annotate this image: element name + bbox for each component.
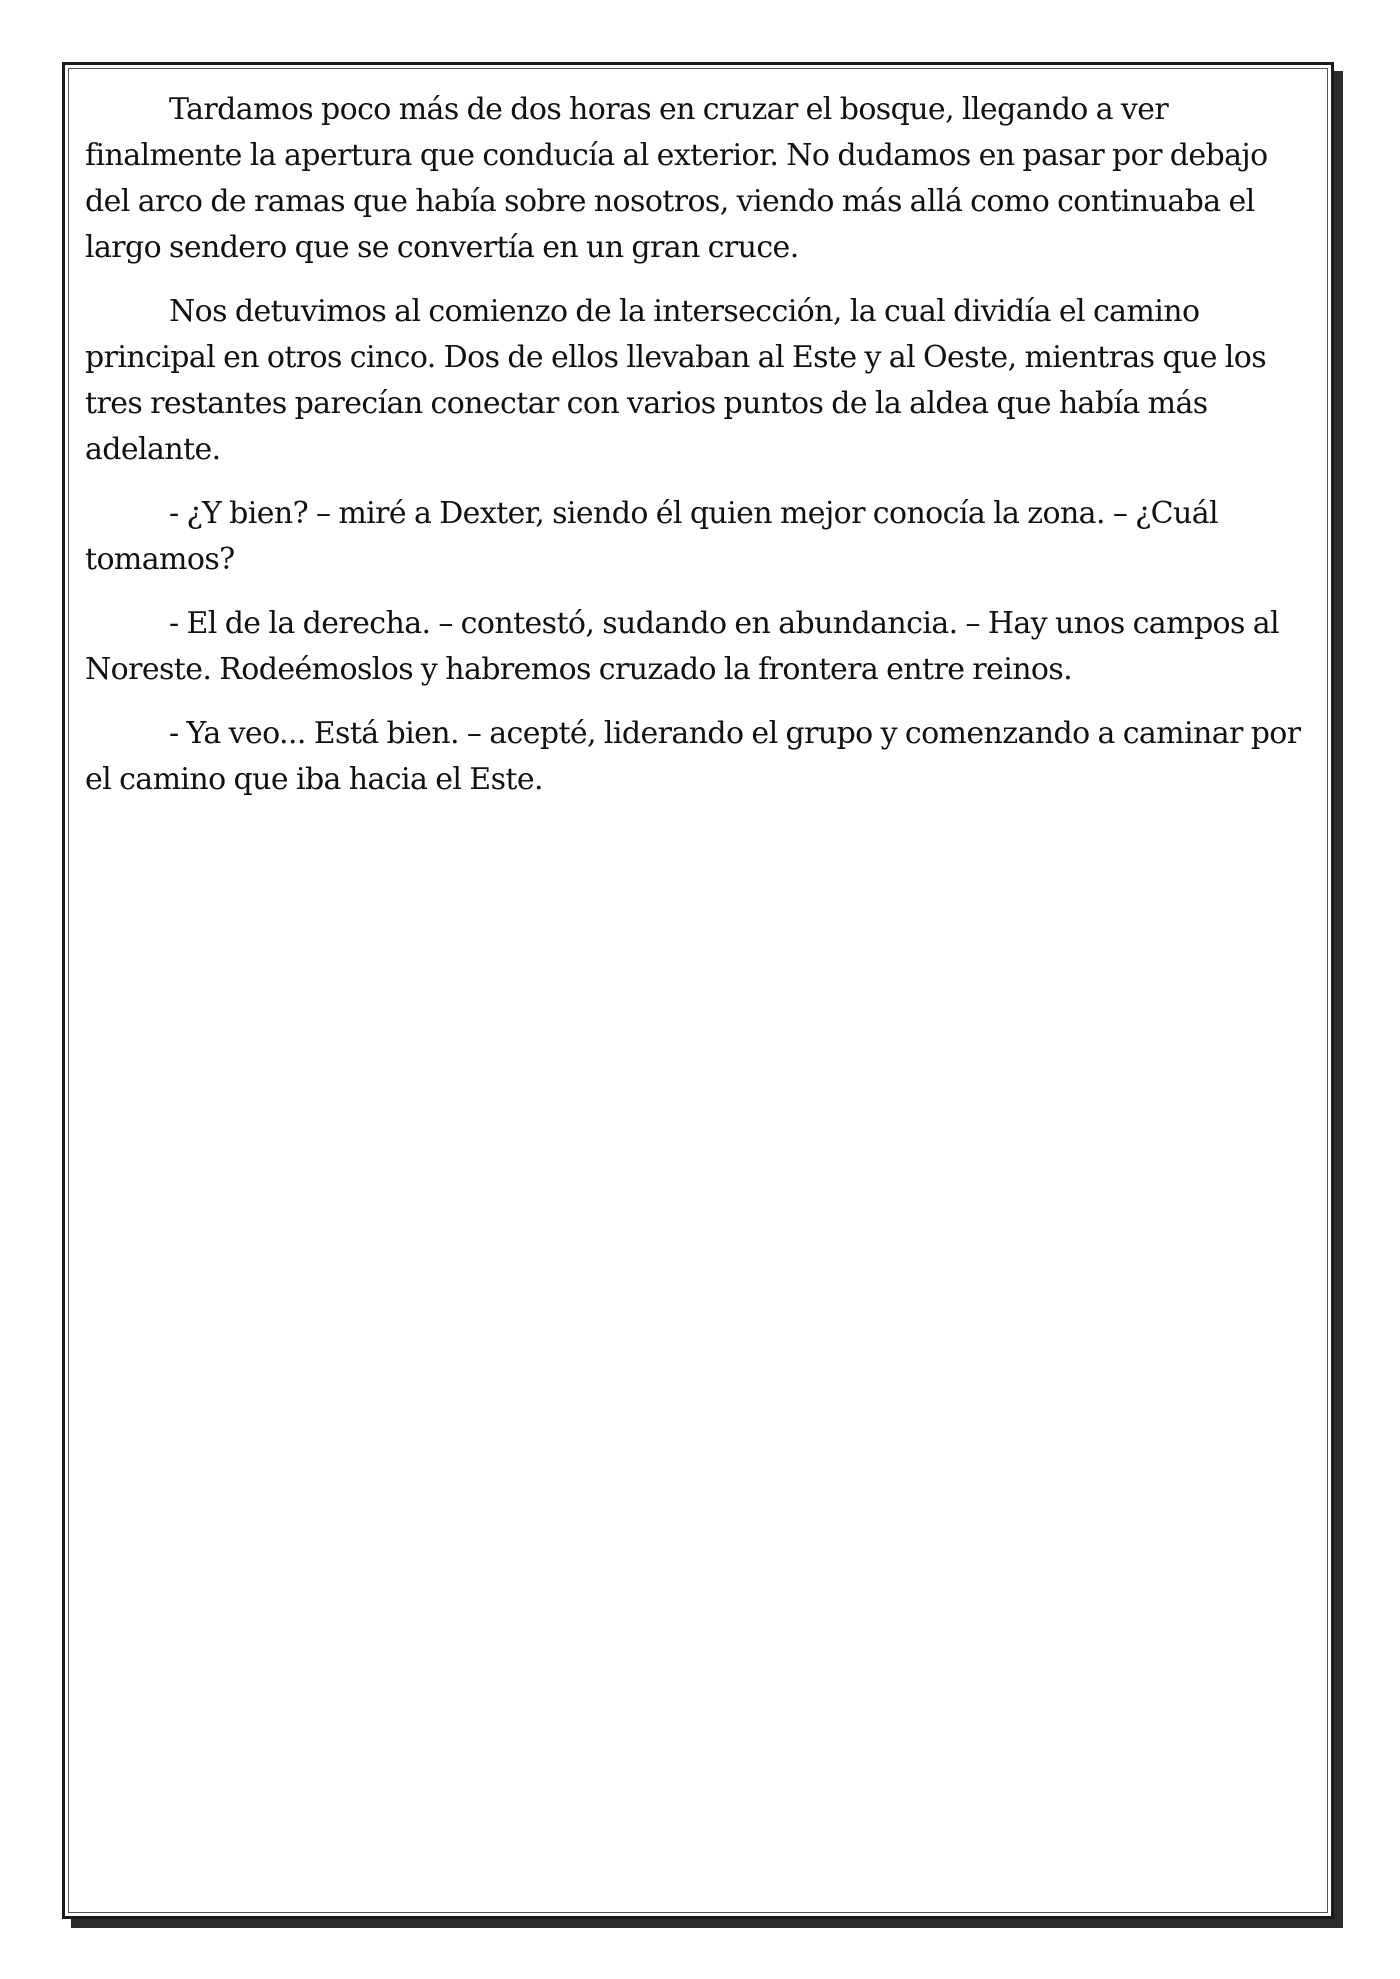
paragraph-1: Tardamos poco más de dos horas en cruzar el bosque, llegando a ver finalmente la apertura que conducía al exterior. No dudamos en pasar por debajo del arco de ramas que había sobre nosotros, viendo más allá como continuaba el largo sendero que se convertía en un gran cruce. [85, 92, 1268, 265]
page-frame [62, 62, 1334, 1919]
paragraph-2: Nos detuvimos al comienzo de la intersección, la cual dividía el camino principal en otros cinco. Dos de ellos llevaban al Este y al Oeste, mientras que los tres restantes parecían conectar con varios puntos de la aldea que había más adelante. [85, 294, 1267, 467]
paragraph-5-dialogue: - Ya veo... Está bien. – acepté, liderando el grupo y comenzando a caminar por el camino que iba hacia el Este. [85, 716, 1301, 797]
text-body [85, 87, 1313, 821]
paragraph-4-dialogue: - El de la derecha. – contestó, sudando en abundancia. – Hay unos campos al Noreste. Rodeémoslos y habremos cruzado la frontera entre reinos. [85, 606, 1280, 687]
paragraph-3-dialogue: - ¿Y bien? – miré a Dexter, siendo él quien mejor conocía la zona. – ¿Cuál tomamos? [85, 496, 1219, 577]
